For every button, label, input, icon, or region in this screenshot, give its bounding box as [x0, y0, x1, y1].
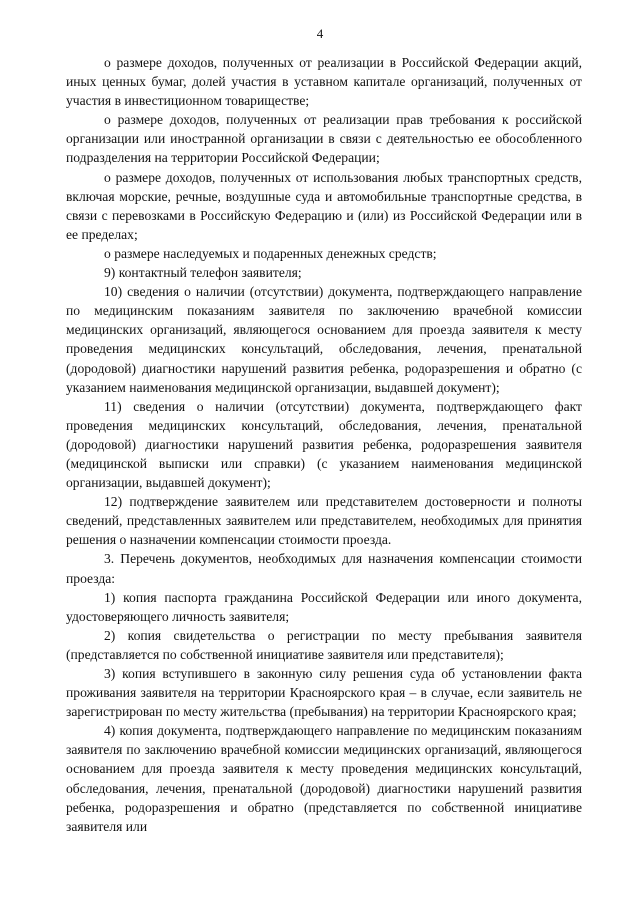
paragraph-income-claims: о размере доходов, полученных от реализации прав требования к российской организации или иностранной организации в связи с деятельностью ее обособленного подразделения на территории Российской Федерации; [66, 112, 582, 166]
paragraph-doc-4: 4) копия документа, подтверждающего направление по медицинским показаниям заявителя по заключению врачебной комиссии медицинских организаций, являющегося основанием для проезда заявителя к месту проведения медицинских консультаций, обследования, лечения, пренатальной (дородовой) диагностики нарушений развития ребенка, родоразрешения и обратно (представляется по собственной инициативе заявителя или [66, 723, 582, 834]
paragraph-item-12: 12) подтверждение заявителем или представителем достоверности и полноты сведений, представленных заявителем или представителем, необходимых для принятия решения о назначении компенсации стоимости проезда. [66, 494, 582, 548]
paragraph-item-11: 11) сведения о наличии (отсутствии) документа, подтверждающего факт проведения медицинских консультаций, обследования, лечения, пренатальной (дородовой) диагностики нарушений развития ребенка, родоразрешения заявителя (медицинской выписки или справки) (с указанием наименования медицинской организации, выдавшей документ); [66, 398, 582, 491]
paragraph-inherited-funds: о размере наследуемых и подаренных денежных средств; [104, 245, 437, 261]
paragraph-item-9: 9) контактный телефон заявителя; [104, 265, 302, 281]
paragraph-income-transport: о размере доходов, полученных от использования любых транспортных средств, включая морские, речные, воздушные суда и автомобильные транспортные средства, в связи с перевозками в Российскую Федерацию и (или) из Российской Федерации или в ее пределах; [66, 169, 582, 242]
page-number: 4 [316, 26, 324, 41]
paragraph-item-10: 10) сведения о наличии (отсутствии) документа, подтверждающего направление по медицинским показаниям заявителя по заключению врачебной комиссии медицинских организаций, являющегося основанием для проезда заявителя к месту проведения медицинских консультаций, обследования, лечения, пренатальной (дородовой) диагностики нарушений развития ребенка, родоразрешения и обратно (с указанием наименования медицинской организации, выдавшей документ); [66, 284, 582, 395]
paragraph-doc-3: 3) копия вступившего в законную силу решения суда об установлении факта проживания заявителя на территории Красноярского края – в случае, если заявитель не зарегистрирован по месту жительства (пребывания) на территории Красноярского края; [66, 666, 582, 720]
paragraph-doc-2: 2) копия свидетельства о регистрации по месту пребывания заявителя (представляется по собственной инициативе заявителя или представителя); [66, 627, 582, 662]
paragraph-section-3: 3. Перечень документов, необходимых для назначения компенсации стоимости проезда: [66, 551, 582, 586]
paragraph-doc-1: 1) копия паспорта гражданина Российской Федерации или иного документа, удостоверяющего личность заявителя; [66, 589, 582, 624]
paragraph-income-securities: о размере доходов, полученных от реализации в Российской Федерации акций, иных ценных бумаг, долей участия в уставном капитале организаций, полученных от участия в инвестиционном товариществе; [66, 55, 582, 109]
document-body [66, 53, 582, 836]
